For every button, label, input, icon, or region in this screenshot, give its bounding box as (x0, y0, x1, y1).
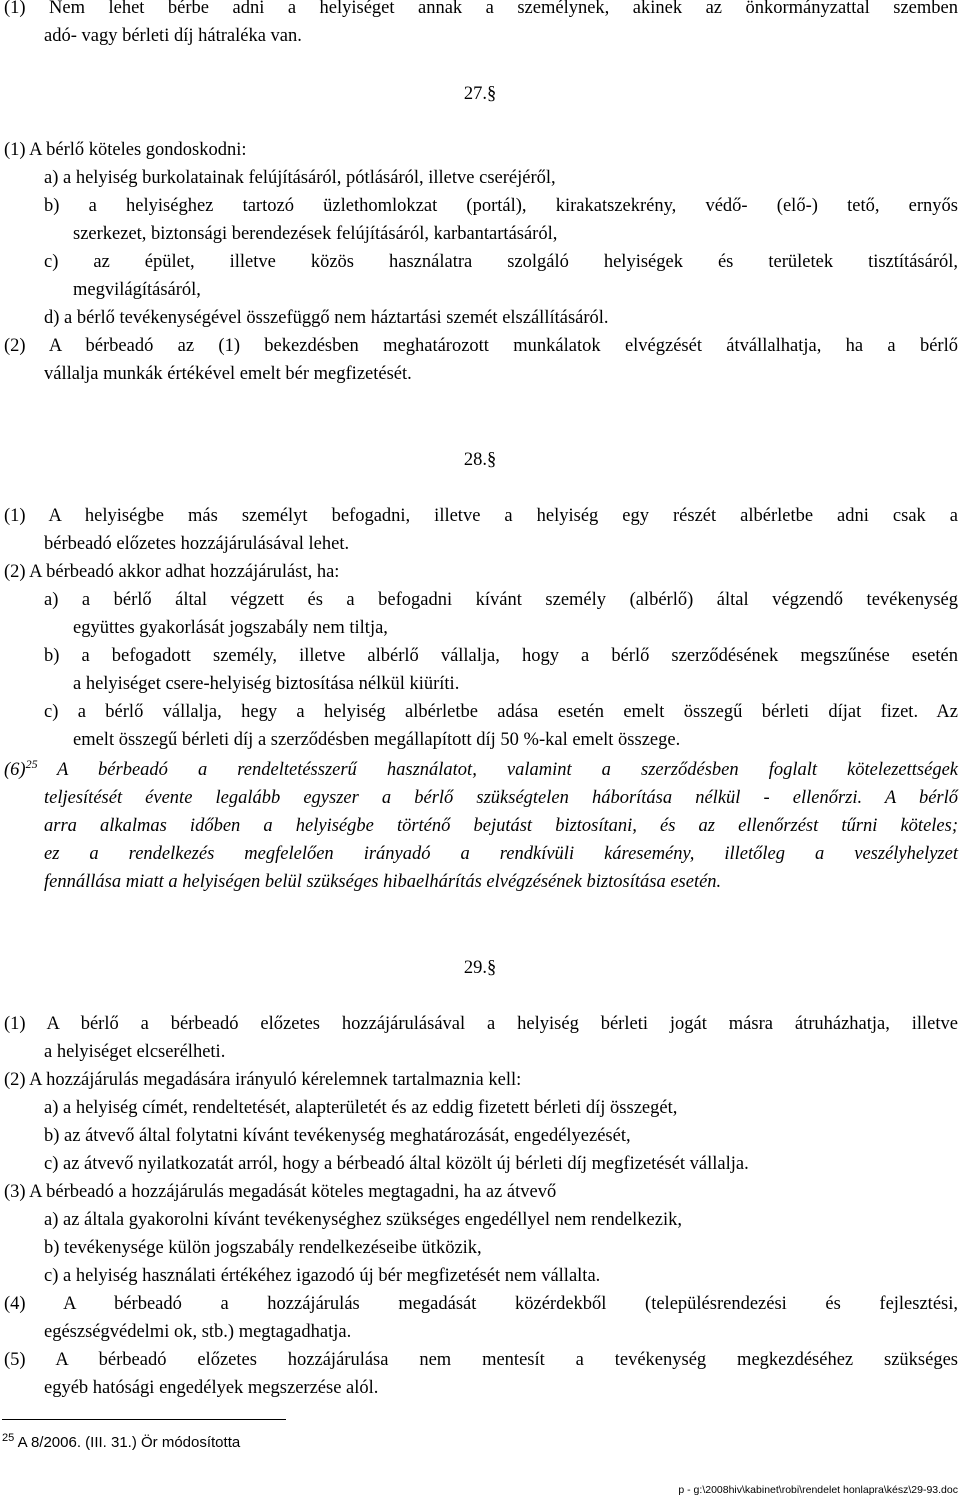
section-heading-29: 29.§ (463, 958, 497, 978)
footnote-number: 25 (2, 1432, 15, 1444)
footnote (2, 1432, 240, 1454)
footnote-reference: 25 (25, 757, 38, 771)
list-item: c) a bérlő vállalja, hegy a helyiség albérletbe adása esetén emelt összegű bérleti díjat fizet. Az (44, 702, 958, 722)
list-item: a) a helyiség címét, rendeltetését, alapterületét és az eddig fizetett bérleti díj összegét, (44, 1098, 678, 1118)
list-item: a) az általa gyakorolni kívánt tevékenységhez szükséges engedéllyel nem rendelkezik, (44, 1210, 682, 1230)
paragraph-prefix: (6) (4, 760, 26, 780)
paragraph-line: (2) A bérbeadó akkor adhat hozzájárulást, ha: (4, 562, 340, 582)
list-item: a) a helyiség burkolatainak felújításáról, pótlásáról, illetve cseréjéről, (44, 168, 556, 188)
paragraph-line: egyéb hatósági engedélyek megszerzése alól. (44, 1378, 379, 1398)
footnote-text: A 8/2006. (III. 31.) Ör módosította (17, 1434, 241, 1451)
paragraph-line: (5) A bérbeadó előzetes hozzájárulása nem mentesít a tevékenység megkezdéséhez szükséges (4, 1350, 958, 1370)
list-item-continuation: emelt összegű bérleti díj a szerződésben megállapított díj 50 %-kal emelt összege. (73, 730, 681, 750)
list-item-continuation: együttes gyakorlását jogszabály nem tiltja, (73, 618, 388, 638)
paragraph-line: (1) A bérlő a bérbeadó előzetes hozzájárulásával a helyiség bérleti jogát másra átruházhatja, illetve (4, 1014, 958, 1034)
paragraph-line: (1) A bérlő köteles gondoskodni: (4, 140, 247, 160)
paragraph-line: (1) A helyiségbe más személyt befogadni, illetve a helyiség egy részét albérletbe adni csak a (4, 506, 958, 526)
paragraph-line: fennállása miatt a helyiségen belül szükséges hibaelhárítás elvégzésének biztosítása esetén. (44, 872, 722, 892)
paragraph-line: teljesítését évente legalább egyszer a bérlő szükségtelen háborítása nélkül - ellenőrzi. A bérlő (44, 788, 958, 808)
paragraph-line: (2) A hozzájárulás megadására irányuló kérelemnek tartalmaznia kell: (4, 1070, 522, 1090)
paragraph-line: (1) Nem lehet bérbe adni a helyiséget annak a személynek, akinek az önkormányzattal szemben (4, 0, 958, 18)
paragraph-line: vállalja munkák értékével emelt bér megfizetését. (44, 364, 412, 384)
list-item-continuation: megvilágításáról, (73, 280, 201, 300)
paragraph-number (4, 756, 38, 784)
list-item-continuation: szerkezet, biztonsági berendezések felújításáról, karbantartásáról, (73, 224, 558, 244)
paragraph-line: adó- vagy bérleti díj hátraléka van. (44, 26, 302, 46)
list-item: c) az átvevő nyilatkozatát arról, hogy a bérbeadó által közölt új bérleti díj megfizetését vállalja. (44, 1154, 749, 1174)
paragraph-line: (4) A bérbeadó a hozzájárulás megadását közérdekből (településrendezési és fejlesztési, (4, 1294, 958, 1314)
paragraph-line: ez a rendelkezés megfelelően irányadó a rendkívüli káresemény, illetőleg a veszélyhelyzet (44, 844, 958, 864)
list-item: b) az átvevő által folytatni kívánt tevékenység meghatározását, engedélyezését, (44, 1126, 631, 1146)
list-item: b) tevékenysége külön jogszabály rendelkezéseibe ütközik, (44, 1238, 482, 1258)
list-item: d) a bérlő tevékenységével összefüggő nem háztartási szemét elszállításáról. (44, 308, 609, 328)
paragraph-line: a helyiséget elcserélheti. (44, 1042, 226, 1062)
footer-file-path: p - g:\2008hiv\kabinet\robi\rendelet honlapra\kész\29-93.doc (678, 1484, 958, 1496)
list-item: a) a bérlő által végzett és a befogadni kívánt személy (albérlő) által végzendő tevékenység (44, 590, 958, 610)
paragraph-line: (3) A bérbeadó a hozzájárulás megadását köteles megtagadni, ha az átvevő (4, 1182, 557, 1202)
paragraph-line: (2) A bérbeadó az (1) bekezdésben meghatározott munkálatok elvégzését átvállalhatja, ha a bérlő (4, 336, 958, 356)
paragraph-line: egészségvédelmi ok, stb.) megtagadhatja. (44, 1322, 352, 1342)
section-heading-27: 27.§ (463, 84, 497, 104)
list-item: c) a helyiség használati értékéhez igazodó új bér megfizetését nem vállalta. (44, 1266, 601, 1286)
list-item: c) az épület, illetve közös használatra szolgáló helyiségek és területek tisztításáról, (44, 252, 958, 272)
paragraph-line: bérbeadó előzetes hozzájárulásával lehet. (44, 534, 350, 554)
list-item: b) a befogadott személy, illetve albérlő vállalja, hogy a bérlő szerződésének megszűnése esetén (44, 646, 958, 666)
list-item-continuation: a helyiséget csere-helyiség biztosítása nélkül kiüríti. (73, 674, 460, 694)
list-item: b) a helyiséghez tartozó üzlethomlokzat (portál), kirakatszekrény, védő- (elő-) tető, ernyős (44, 196, 958, 216)
paragraph-line: arra alkalmas időben a helyiségbe történő bejutást biztosítani, és az ellenőrzést tűrni köteles; (44, 816, 958, 836)
section-heading-28: 28.§ (463, 450, 497, 470)
paragraph-line: A bérbeadó a rendeltetésszerű használatot, valamint a szerződésben foglalt kötelezettségek (57, 760, 958, 780)
footnote-divider (2, 1419, 286, 1420)
